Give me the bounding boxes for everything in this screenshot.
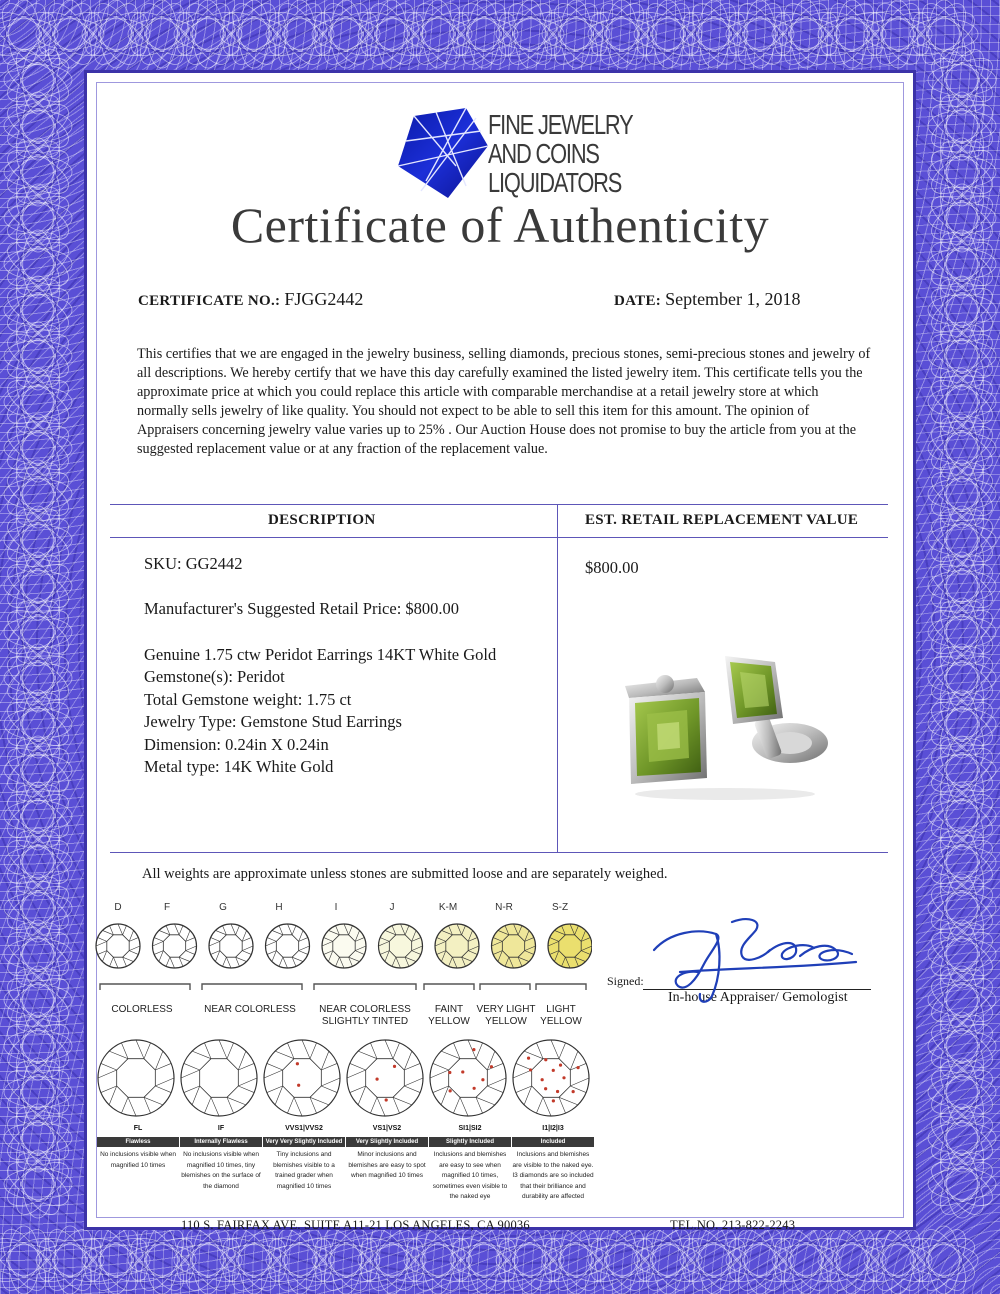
color-grade-diamond — [548, 924, 592, 968]
clarity-code: SI1|SI2 — [458, 1125, 482, 1132]
clarity-code: FL — [133, 1125, 143, 1132]
brand-logo-text: FINE JEWELRY AND COINS LIQUIDATORS — [488, 109, 633, 198]
inclusion-mark — [481, 1078, 484, 1081]
inclusion-mark — [385, 1098, 388, 1101]
color-grade-diamond — [266, 924, 310, 968]
inclusion-mark — [541, 1078, 544, 1081]
inclusion-mark — [559, 1064, 562, 1067]
inclusion-mark — [448, 1071, 451, 1074]
clarity-description: No inclusions visible when magnified 10 times — [100, 1151, 176, 1169]
clarity-description: No inclusions visible when magnified 10 times, tiny blemishes on the surface of the diamond — [181, 1151, 261, 1190]
color-grade-label: S-Z — [551, 902, 569, 913]
inclusion-mark — [490, 1065, 493, 1068]
color-bracket — [480, 984, 530, 990]
certification-statement: This certifies that we are engaged in the jewelry business, selling diamonds, precious stones, semi-precious stones and jewelry of all descriptions. We hereby certify that we have this day carefully examined the listed jewelry item. This certificate tells you the approximate price at which you could replace this article with comparable merchandise at a retail jewelry store at which normally sells jewelry of like quality. You should not expect to be able to sell this item for this amount. The opinion of Appraisers concerning jewelry value varies up to 25% . Our Auction House does not promise to buy the article from you at the suggested replacement value or at any fraction of the replacement value. — [137, 346, 871, 457]
inclusion-mark — [393, 1065, 396, 1068]
color-grade-diamond — [209, 924, 253, 968]
inclusion-mark — [527, 1056, 530, 1059]
table-header-rule — [110, 537, 888, 538]
color-grade-diamond — [435, 924, 479, 968]
certificate-date-label: DATE: — [614, 293, 662, 309]
handwritten-signature — [650, 912, 865, 1012]
inclusion-mark — [296, 1062, 299, 1065]
clarity-grade-diamond — [513, 1040, 589, 1116]
footer-phone: TEL.NO. 213-822-2243 — [670, 1218, 796, 1232]
clarity-description: Inclusions and blemishes are easy to see when magnified 10 times, sometimes even visible to the naked eye — [432, 1151, 508, 1200]
inclusion-mark — [552, 1069, 555, 1072]
clarity-description: Minor inclusions and blemishes are easy to spot when magnified 10 times — [348, 1151, 426, 1179]
clarity-code: IF — [217, 1125, 225, 1132]
detail-line: Gemstone(s): Peridot — [144, 667, 285, 686]
detail-line: Jewelry Type: Gemstone Stud Earrings — [144, 712, 402, 731]
color-bracket — [314, 984, 416, 990]
color-bracket — [202, 984, 302, 990]
clarity-code: I1|I2|I3 — [542, 1125, 564, 1132]
color-category-label: FAINT YELLOW — [428, 1004, 470, 1027]
description-header: DESCRIPTION — [268, 512, 376, 528]
diamond-color-scale — [92, 918, 592, 1018]
appraiser-title: In-house Appraiser/ Gemologist — [668, 990, 848, 1005]
certificate-date — [614, 289, 801, 310]
color-grade-label: D — [114, 902, 122, 913]
color-grade-label: G — [219, 902, 227, 913]
value-header: EST. RETAIL REPLACEMENT VALUE — [585, 512, 859, 528]
inclusion-mark — [472, 1048, 475, 1051]
inclusion-mark — [529, 1068, 532, 1071]
clarity-grade-diamond — [347, 1040, 423, 1116]
color-grade-diamond — [96, 924, 140, 968]
sku-line: SKU: GG2442 — [144, 554, 243, 573]
inclusion-mark — [473, 1087, 476, 1090]
color-bracket — [536, 984, 586, 990]
clarity-grade-diamond — [430, 1040, 506, 1116]
detail-line: Genuine 1.75 ctw Peridot Earrings 14KT White Gold — [144, 645, 497, 664]
color-category-label: VERY LIGHT YELLOW — [476, 1004, 536, 1027]
table-top-rule — [110, 504, 888, 505]
inclusion-mark — [544, 1058, 547, 1061]
color-grade-label: I — [334, 902, 338, 913]
certificate-number-label: CERTIFICATE NO.: — [138, 293, 281, 309]
clarity-name: Slightly Included — [429, 1137, 511, 1147]
color-category-label: NEAR COLORLESS — [204, 1004, 296, 1015]
clarity-name: Included — [512, 1137, 594, 1147]
clarity-name: Flawless — [97, 1137, 179, 1147]
inclusion-mark — [544, 1087, 547, 1090]
certificate-date-value: September 1, 2018 — [665, 289, 801, 309]
clarity-code: VS1|VS2 — [372, 1125, 402, 1132]
color-grade-diamond — [153, 924, 197, 968]
color-grade-diamond — [379, 924, 423, 968]
clarity-name: Very Slightly Included — [346, 1137, 428, 1147]
page-title: Certificate of Authenticity — [230, 197, 770, 253]
color-grade-label: N-R — [495, 902, 513, 913]
inclusion-mark — [552, 1099, 555, 1102]
color-bracket — [424, 984, 474, 990]
replacement-value: $800.00 — [585, 558, 639, 577]
inclusion-mark — [449, 1089, 452, 1092]
inclusion-mark — [461, 1070, 464, 1073]
color-grade-label: K-M — [438, 902, 458, 913]
table-bottom-rule — [110, 852, 888, 853]
color-grade-diamond — [492, 924, 536, 968]
inclusion-mark — [556, 1090, 559, 1093]
color-category-label: LIGHT YELLOW — [540, 1004, 582, 1027]
clarity-description: Inclusions and blemishes are visible to the naked eye. I3 diamonds are so included that their brilliance and durability are affected — [512, 1151, 594, 1200]
certificate-number-value: FJGG2442 — [284, 289, 364, 309]
peridot-earrings-image — [615, 648, 835, 803]
color-grade-diamond — [322, 924, 366, 968]
color-grade-label: F — [163, 902, 171, 913]
color-grade-label: H — [275, 902, 283, 913]
msrp-line: Manufacturer's Suggested Retail Price: $800.00 — [144, 599, 460, 618]
detail-line: Total Gemstone weight: 1.75 ct — [144, 690, 352, 709]
clarity-grade-diamond — [264, 1040, 340, 1116]
footer-address: 110 S. FAIRFAX AVE. SUITE A11-21 LOS ANGELES, CA 90036 — [181, 1218, 530, 1232]
certificate-number — [138, 289, 363, 310]
inclusion-mark — [375, 1078, 378, 1081]
clarity-name: Internally Flawless — [180, 1137, 262, 1147]
weights-note: All weights are approximate unless stones are submitted loose and are separately weighed. — [142, 866, 668, 882]
color-category-label: NEAR COLORLESS SLIGHTLY TINTED — [319, 1004, 411, 1027]
detail-line: Metal type: 14K White Gold — [144, 757, 334, 776]
detail-line: Dimension: 0.24in X 0.24in — [144, 735, 329, 754]
table-column-divider — [557, 504, 558, 853]
inclusion-mark — [572, 1090, 575, 1093]
clarity-grade-diamond — [98, 1040, 174, 1116]
clarity-name: Very Very Slightly Included — [263, 1137, 345, 1147]
color-category-label: COLORLESS — [111, 1004, 173, 1015]
clarity-code: VVS1|VVS2 — [285, 1125, 323, 1132]
clarity-grade-diamond — [181, 1040, 257, 1116]
inclusion-mark — [576, 1066, 579, 1069]
color-bracket — [100, 984, 190, 990]
inclusion-mark — [562, 1076, 565, 1079]
color-grade-label: J — [389, 902, 395, 913]
signed-label: Signed: — [607, 974, 644, 988]
inclusion-mark — [297, 1084, 300, 1087]
diamond-clarity-scale — [95, 1030, 595, 1135]
clarity-description: Tiny inclusions and blemishes visible to a trained grader when magnified 10 times — [273, 1151, 335, 1190]
